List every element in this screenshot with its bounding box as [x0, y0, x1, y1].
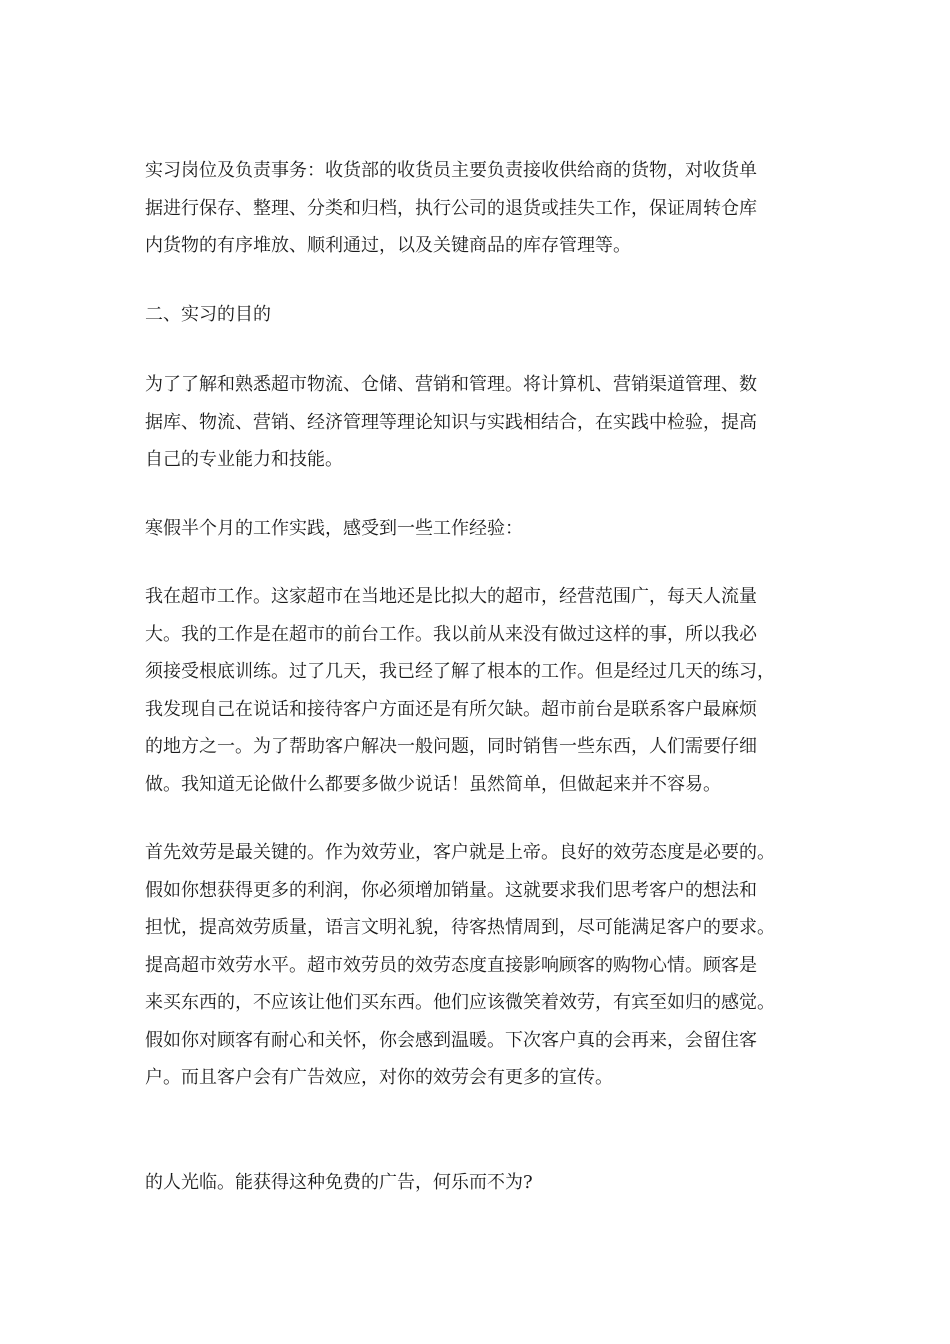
paragraph-experience-intro: [145, 510, 810, 548]
section-heading-purpose: [145, 296, 810, 334]
paragraph-purpose: [145, 366, 810, 479]
text-line: 假如你想获得更多的利润，你必须增加销量。这就要求我们思考客户的想法和: [145, 879, 757, 901]
text-line: 实习岗位及负责事务：收货部的收货员主要负责接收供给商的货物，对收货单: [145, 160, 757, 181]
text-line: 内货物的有序堆放、顺利通过，以及关键商品的库存管理等。: [145, 235, 631, 256]
text-line: 担忧，提高效劳质量，语言文明礼貌，待客热情周到，尽可能满足客户的要求。: [145, 917, 775, 938]
text-line: 据库、物流、营销、经济管理等理论知识与实践相结合，在实践中检验，提高: [145, 411, 757, 433]
text-line: 首先效劳是最关键的。作为效劳业，客户就是上帝。良好的效劳态度是必要的。: [145, 842, 775, 863]
text-line: 为了了解和熟悉超市物流、仓储、营销和管理。将计算机、营销渠道管理、数: [145, 374, 757, 395]
text-line: 提高超市效劳水平。超市效劳员的效劳态度直接影响顾客的购物心情。顾客是: [145, 954, 757, 976]
text-line: 的人光临。能获得这种免费的广告，何乐而不为?: [145, 1172, 533, 1193]
text-line: 据进行保存、整理、分类和归档，执行公司的退货或挂失工作，保证周转仓库: [145, 197, 757, 219]
paragraph-internship-duties: [145, 152, 810, 265]
text-line: 来买东西的，不应该让他们买东西。他们应该微笑着效劳，有宾至如归的感觉。: [145, 992, 775, 1013]
text-line: 我在超市工作。这家超市在当地还是比拟大的超市，经营范围广，每天人流量: [145, 586, 757, 607]
paragraph-closing: [145, 1164, 810, 1202]
text-line: 假如你对顾客有耐心和关怀，你会感到温暖。下次客户真的会再来，会留住客: [145, 1029, 757, 1051]
text-line: 大。我的工作是在超市的前台工作。我以前从来没有做过这样的事，所以我必: [145, 623, 757, 645]
heading-text: 二、实习的目的: [145, 304, 271, 325]
text-line: 的地方之一。为了帮助客户解决一般问题，同时销售一些东西，人们需要仔细: [145, 736, 757, 757]
paragraph-supermarket-work: [145, 578, 810, 803]
text-line: 我发现自己在说话和接待客户方面还是有所欠缺。超市前台是联系客户最麻烦: [145, 698, 757, 720]
text-line: 须接受根底训练。过了几天，我已经了解了根本的工作。但是经过几天的练习，: [145, 661, 775, 682]
text-line: 做。我知道无论做什么都要多做少说话！虽然简单，但做起来并不容易。: [145, 773, 721, 795]
text-line: 寒假半个月的工作实践，感受到一些工作经验：: [145, 518, 523, 539]
text-line: 自己的专业能力和技能。: [145, 449, 343, 470]
text-line: 户。而且客户会有广告效应，对你的效劳会有更多的宣传。: [145, 1067, 613, 1088]
paragraph-service: [145, 834, 810, 1097]
